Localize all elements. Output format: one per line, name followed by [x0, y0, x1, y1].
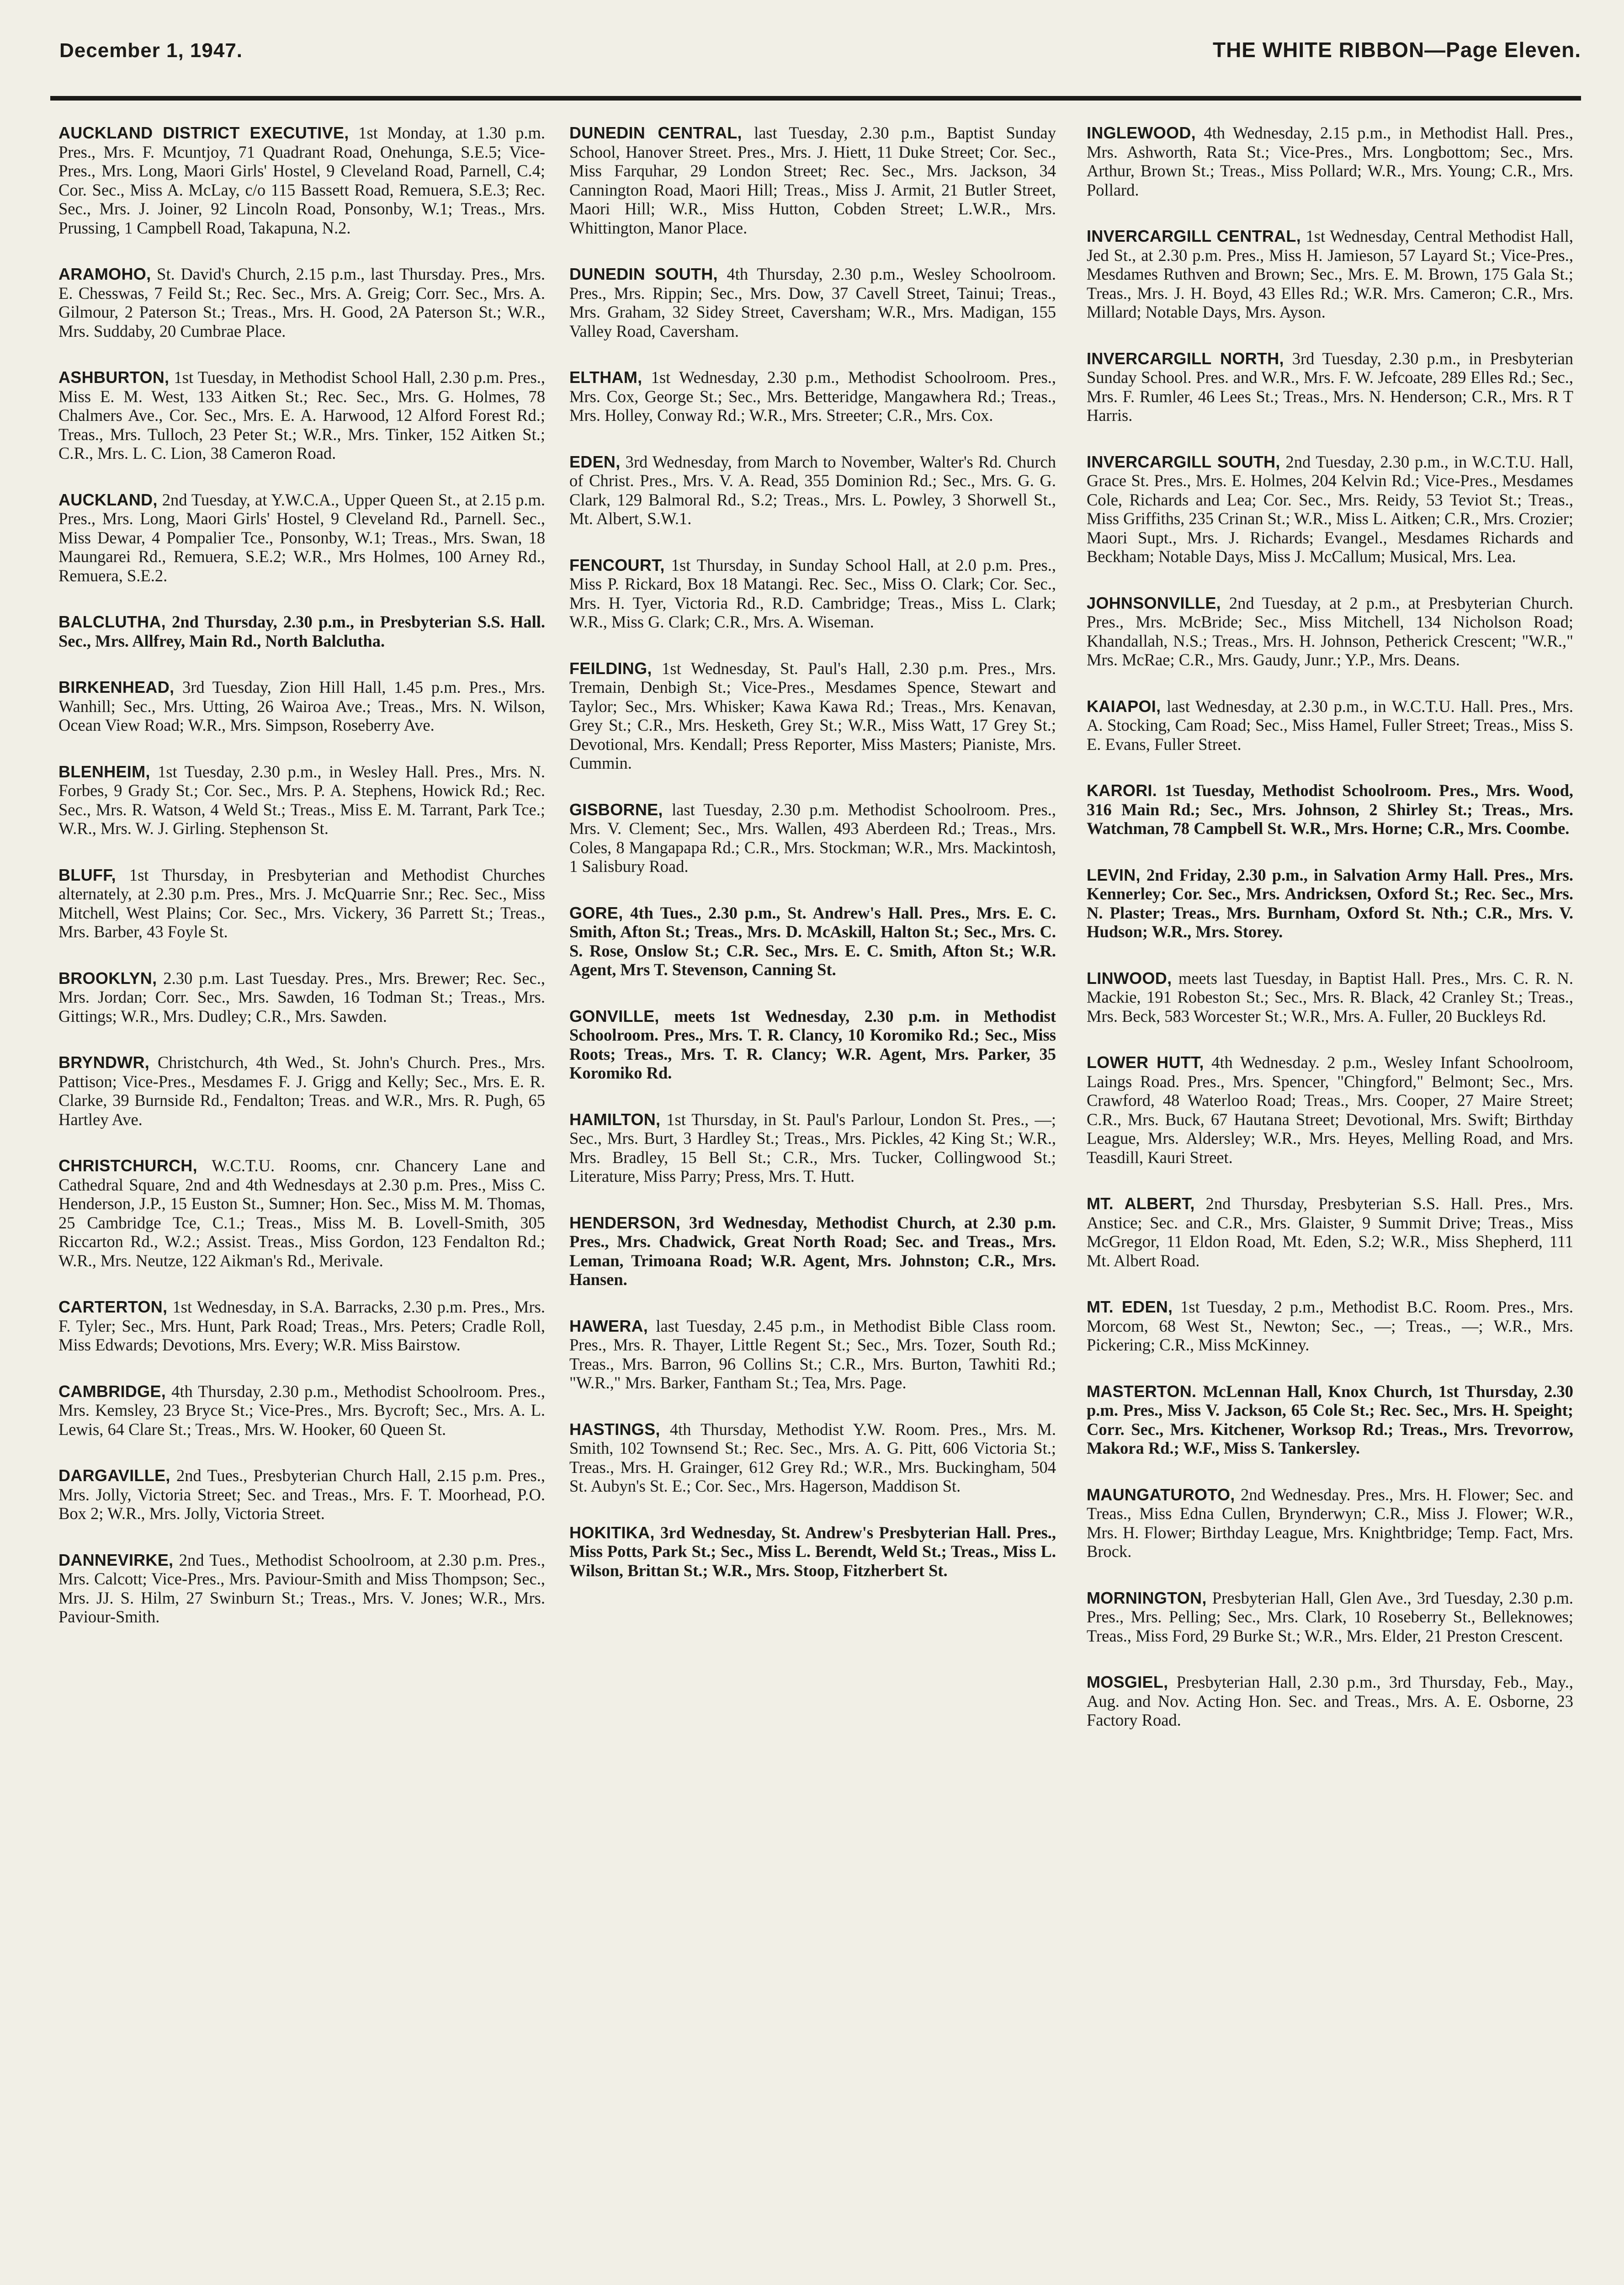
branch-name: CHRISTCHURCH,	[58, 1156, 197, 1175]
branch-entry	[58, 265, 545, 340]
branch-entry	[1087, 227, 1573, 322]
masthead-title: THE WHITE RIBBON—Page Eleven.	[1212, 38, 1581, 62]
branch-name: BROOKLYN,	[58, 968, 157, 988]
branch-details: last Tuesday, 2.45 p.m., in Methodist Bible Class room. Pres., Mrs. R. Thayer, Little Regent St.; Sec., Mrs. Tozer, South Rd.; Treas., Mrs. Barron, 96 Collins St.; C.R., Mrs. Burton, Tawhiti Rd.; "W.R.," Mrs. Barker, Fantham St.; Tea, Mrs. Page.	[569, 1316, 1056, 1392]
branch-details: 1st Thursday, in Sunday School Hall, at 2.0 p.m. Pres., Miss P. Rickard, Box 18 Matangi. Rec. Sec., Miss O. Clark; Cor. Sec., Mrs. H. Tyer, Victoria Rd., R.D. Cambridge; Treas., Miss L. Clark; W.R., Miss G. Clark; C.R., Mrs. A. Wiseman.	[569, 555, 1056, 631]
branch-name: BALCLUTHA,	[58, 612, 166, 631]
branch-details: Christchurch, 4th Wed., St. John's Church. Pres., Mrs. Pattison; Vice-Pres., Mesdames F. J. Grigg and Kelly; Sec., Mrs. E. R. Clarke, 39 Burnside Rd., Fendalton; Treas. and W.R., Mrs. R. Pugh, 65 Hartley Ave.	[58, 1053, 545, 1129]
branch-entry	[569, 903, 1056, 979]
branch-name: BLENHEIM,	[58, 762, 150, 781]
branch-entry	[58, 612, 545, 650]
branch-entry	[58, 368, 545, 463]
branch-name: ASHBURTON,	[58, 368, 170, 387]
branch-name: ELTHAM,	[569, 368, 642, 387]
branch-name: HASTINGS,	[569, 1419, 660, 1439]
branch-details: last Tuesday, 2.30 p.m., Baptist Sunday School, Hanover Street. Pres., Mrs. J. Hiett, 11 Duke Street; Cor. Sec., Miss Farquhar, 29 London Street; Rec. Sec., Mrs. Jackson, 34 Cannington Road, Maori Hill; Treas., Miss J. Armit, 21 Butler Street, Maori Hill; W.R., Miss Hutton, Cobden Street; L.W.R., Mrs. Whittington, Manor Place.	[569, 123, 1056, 237]
branch-details: 1st Thursday, in Presbyterian and Methodist Churches alternately, at 2.30 p.m. Pres., Mrs. J. McQuarrie Snr.; Rec. Sec., Miss Mitchell, West Plains; Cor. Sec., Mrs. Vickery, 36 Parrett St.; Treas., Mrs. Barber, 43 Foyle St.	[58, 865, 545, 941]
branch-name: EDEN,	[569, 452, 621, 471]
branch-details: 4th Tues., 2.30 p.m., St. Andrew's Hall. Pres., Mrs. E. C. Smith, Afton St.; Treas., Mrs. D. McAskill, Halton St.; Sec., Mrs. C. S. Rose, Onslow St.; C.R. Sec., Mrs. E. C. Smith, Afton St.; W.R. Agent, Mrs T. Stevenson, Canning St.	[569, 903, 1056, 979]
branch-name: LEVIN,	[1087, 865, 1141, 884]
branch-name: KARORI.	[1087, 781, 1157, 800]
branch-name: DUNEDIN SOUTH,	[569, 265, 718, 283]
branch-name: KAIAPOI,	[1087, 696, 1161, 716]
branch-details: last Tuesday, 2.30 p.m. Methodist Schoolroom. Pres., Mrs. V. Clement; Sec., Mrs. Wallen, 493 Aberdeen Rd.; Treas., Mrs. Coles, 8 Mangapapa Rd.; C.R., Mrs. Stockman; W.R., Mrs. Mackintosh, 1 Salisbury Road.	[569, 800, 1056, 876]
branch-name: MT. ALBERT,	[1087, 1194, 1195, 1213]
branch-entry	[569, 1523, 1056, 1580]
branch-name: MAUNGATUROTO,	[1087, 1485, 1235, 1504]
branch-name: CAMBRIDGE,	[58, 1382, 166, 1401]
column-1	[58, 123, 545, 2285]
branch-name: GONVILLE,	[569, 1006, 659, 1026]
branch-entry	[1087, 594, 1573, 670]
branch-details: 1st Wednesday, 2.30 p.m., Methodist Schoolroom. Pres., Mrs. Cox, George St.; Sec., Mrs. Betteridge, Mangawhera Rd.; Treas., Mrs. Holley, Conway Rd.; W.R., Mrs. Streeter; C.R., Mrs. Cox.	[569, 368, 1056, 425]
branch-details: 3rd Wednesday, St. Andrew's Presbyterian Hall. Pres., Miss Potts, Park St.; Sec., Miss L. Berendt, Weld St.; Treas., Miss L. Wilson, Brittan St.; W.R., Mrs. Stoop, Fitzherbert St.	[569, 1523, 1056, 1580]
branch-details: 4th Thursday, 2.30 p.m., Wesley Schoolroom. Pres., Mrs. Rippin; Sec., Mrs. Dow, 37 Cavell Street, Tainui; Treas., Mrs. Graham, 32 Sidey Street, Caversham; W.R., Mrs. Madigan, 155 Valley Road, Caversham.	[569, 265, 1056, 340]
branch-details: meets 1st Wednesday, 2.30 p.m. in Methodist Schoolroom. Pres., Mrs. T. R. Clancy, 10 Koromiko Rd.; Sec., Miss Roots; Treas., Mrs. T. R. Clancy; W.R. Agent, Mrs. Parker, 35 Koromiko Rd.	[569, 1006, 1056, 1082]
branch-details: 1st Wednesday, St. Paul's Hall, 2.30 p.m. Pres., Mrs. Tremain, Denbigh St.; Vice-Pres., Mesdames Spence, Stewart and Taylor; Sec., Mrs. Whisker; Kawa Kawa Rd.; Treas., Mrs. Kenavan, Grey St.; C.R., Mrs. Hesketh, Grey St.; W.R., Miss Watt, 17 Grey St.; Devotional, Mrs. Kendall; Press Reporter, Miss Masters; Pianiste, Mrs. Cummin.	[569, 659, 1056, 772]
page-header	[59, 36, 1581, 72]
branch-entry	[58, 1382, 545, 1439]
branch-entry	[58, 123, 545, 237]
column-3	[1087, 123, 1573, 2285]
branch-name: DANNEVIRKE,	[58, 1550, 174, 1569]
branch-entry	[1087, 452, 1573, 566]
branch-entry	[58, 1053, 545, 1129]
branch-name: BRYNDWR,	[58, 1053, 150, 1072]
branch-details: 2nd Tues., Methodist Schoolroom, at 2.30 p.m. Pres., Mrs. Calcott; Vice-Pres., Mrs. Paviour-Smith and Miss Thompson; Sec., Mrs. JJ. S. Hilm, 27 Swinburn St.; Treas., Mrs. V. Jones; W.R., Mrs. Paviour-Smith.	[58, 1550, 545, 1626]
branch-details: 2nd Tues., Presbyterian Church Hall, 2.15 p.m. Pres., Mrs. Jolly, Victoria Street; Sec. and Treas., Mrs. F. T. Moorhead, P.O. Box 2; W.R., Mrs. Jolly, Victoria Street.	[58, 1466, 545, 1523]
branch-entry	[1087, 781, 1573, 838]
branch-name: MOSGIEL,	[1087, 1673, 1168, 1691]
branch-details: 2nd Tuesday, at 2 p.m., at Presbyterian Church. Pres., Mrs. McBride; Sec., Miss Mitchell, 134 Nicholson Road; Khandallah, N.S.; Treas., Mrs. H. Johnson, Petherick Crescent; "W.R.," Mrs. McRae; C.R., Mrs. Gaudy, Junr.; Y.P., Mrs. Deans.	[1087, 593, 1573, 669]
branch-entry	[569, 265, 1056, 340]
branch-name: AUCKLAND,	[58, 490, 158, 509]
branch-name: GORE,	[569, 903, 623, 922]
branch-entry	[58, 490, 545, 585]
branch-details: 2nd Thursday, Presbyterian S.S. Hall. Pres., Mrs. Anstice; Sec. and C.R., Mrs. Glaister, 9 Summit Drive; Treas., Miss McGregor, 11 Eldon Road, Mt. Eden, S.2; W.R., Miss Shepherd, 111 Mt. Albert Road.	[1087, 1194, 1573, 1270]
branch-entry	[1087, 349, 1573, 425]
branch-name: DUNEDIN CENTRAL,	[569, 123, 742, 142]
branch-entry	[569, 1317, 1056, 1392]
branch-details: 1st Monday, at 1.30 p.m. Pres., Mrs. F. Mcuntjoy, 71 Quadrant Road, Onehunga, S.E.5; Vice-Pres., Mrs. Long, Maori Girls' Hostel, 9 Cleveland Road, Parnell, C.4; Cor. Sec., Miss A. McLay, c/o 115 Bassett Road, Remuera, S.E.3; Rec. Sec., Mrs. J. Joiner, 92 Lincoln Road, Ponsonby, W.1; Treas., Mrs. Prussing, 1 Campbell Road, Takapuna, N.2.	[58, 123, 545, 237]
branch-name: LOWER HUTT,	[1087, 1053, 1204, 1072]
branch-entry	[58, 969, 545, 1026]
branch-entry	[1087, 969, 1573, 1026]
column-2	[569, 123, 1056, 2285]
branch-details: 2.30 p.m. Last Tuesday. Pres., Mrs. Brewer; Rec. Sec., Mrs. Jordan; Corr. Sec., Mrs. Sawden, 16 Todman St.; Treas., Mrs. Gittings; W.R., Mrs. Dudley; C.R., Mrs. Sawden.	[58, 968, 545, 1026]
branch-entry	[569, 1420, 1056, 1496]
branch-details: 3rd Wednesday, Methodist Church, at 2.30 p.m. Pres., Mrs. Chadwick, Great North Road; Sec. and Treas., Mrs. Leman, Trimoana Road; W.R. Agent, Mrs. Johnston; C.R., Mrs. Hansen.	[569, 1213, 1056, 1289]
branch-entry	[569, 1007, 1056, 1083]
branch-details: last Wednesday, at 2.30 p.m., in W.C.T.U. Hall. Pres., Mrs. A. Stocking, Cam Road; Sec., Miss Hamel, Fuller Street; Treas., Miss S. E. Evans, Fuller Street.	[1087, 696, 1573, 754]
branch-entry	[58, 678, 545, 735]
branch-details: 2nd Tuesday, at Y.W.C.A., Upper Queen St., at 2.15 p.m. Pres., Mrs. Long, Maori Girls' Hostel, 9 Cleveland Rd., Parnell. Sec., Miss Dewar, 4 Pompalier Tce., Ponsonby, W.1; Treas., Mrs. Swan, 18 Maungarei Rd., Remuera, S.E.2; W.R., Mrs Holmes, 100 Arney Rd., Remuera, S.E.2.	[58, 490, 545, 585]
branch-entry	[1087, 1382, 1573, 1458]
branch-details: 3rd Tuesday, 2.30 p.m., in Presbyterian Sunday School. Pres. and W.R., Mrs. F. W. Jefcoate, 289 Elles Rd.; Sec., Mrs. F. Rumler, 46 Lees St.; Treas., Mrs. N. Henderson; C.R., Mrs. R T Harris.	[1087, 349, 1573, 425]
branch-details: 1st Tuesday, Methodist Schoolroom. Pres., Mrs. Wood, 316 Main Rd.; Sec., Mrs. Johnson, 2 Shirley St.; Treas., Mrs. Watchman, 78 Campbell St. W.R., Mrs. Horne; C.R., Mrs. Coombe.	[1087, 781, 1573, 838]
branch-entry	[1087, 1673, 1573, 1730]
branch-details: Presbyterian Hall, 2.30 p.m., 3rd Thursday, Feb., May., Aug. and Nov. Acting Hon. Sec. and Treas., Mrs. A. E. Osborne, 23 Factory Road.	[1087, 1673, 1573, 1729]
branch-details: Presbyterian Hall, Glen Ave., 3rd Tuesday, 2.30 p.m. Pres., Mrs. Pelling; Sec., Mrs. Clark, 10 Roseberry St., Belleknowes; Treas., Miss Ford, 29 Burke St.; W.R., Mrs. Elder, 21 Preston Crescent.	[1087, 1588, 1573, 1645]
header-rule	[50, 96, 1581, 101]
branch-entry	[569, 1213, 1056, 1289]
branch-entry	[1087, 1053, 1573, 1167]
branch-entry	[58, 1297, 545, 1355]
branch-name: FEILDING,	[569, 659, 652, 678]
branch-details: 1st Tuesday, in Methodist School Hall, 2.30 p.m. Pres., Miss E. M. West, 133 Aitken St.; Rec. Sec., Mrs. G. Holmes, 78 Chalmers Ave., Cor. Sec., Mrs. E. A. Harwood, 12 Alford Forest Rd.; Treas., Mrs. Tulloch, 23 Peter St.; W.R., Mrs. Tinker, 152 Aitken St.; C.R., Mrs. L. C. Lion, 38 Cameron Road.	[58, 368, 545, 462]
branch-details: 1st Tuesday, 2 p.m., Methodist B.C. Room. Pres., Mrs. Morcom, 68 West St., Newton; Sec., —; Treas., —; W.R., Mrs. Pickering; C.R., Miss McKinney.	[1087, 1297, 1573, 1354]
branch-entry	[1087, 866, 1573, 941]
branch-name: BIRKENHEAD,	[58, 678, 175, 696]
branch-details: W.C.T.U. Rooms, cnr. Chancery Lane and Cathedral Square, 2nd and 4th Wednesdays at 2.30 p.m. Pres., Miss C. Henderson, J.P., 15 Euston St., Sumner; Hon. Sec., Miss M. M. Thomas, 25 Cambridge Tce, C.1.; Treas., Miss M. B. Lovell-Smith, 305 Riccarton Rd., W.2.; Assist. Treas., Miss Gordon, 123 Fendalton Rd.; W.R., Mrs. Neutze, 122 Aikman's Rd., Merivale.	[58, 1156, 545, 1270]
branch-details: 3rd Tuesday, Zion Hill Hall, 1.45 p.m. Pres., Mrs. Wanhill; Sec., Mrs. Utting, 26 Wairoa Ave.; Treas., Mrs. N. Wilson, Ocean View Road; W.R., Mrs. Simpson, Roseberry Ave.	[58, 678, 545, 734]
branch-entry	[569, 1110, 1056, 1186]
branch-entry	[1087, 1589, 1573, 1646]
branch-name: AUCKLAND DISTRICT EXECUTIVE,	[58, 123, 349, 142]
branch-entry	[569, 123, 1056, 237]
branch-details: 4th Wednesday. 2 p.m., Wesley Infant Schoolroom, Laings Road. Pres., Mrs. Spencer, "Chingford," Belmont; Sec., Mrs. Crawford, 48 Waterloo Road; Treas., Mrs. Cooper, 27 Maire Street; C.R., Mrs. Buck, 67 Hautana Street; Devotional, Mrs. Swift; Birthday League, Mrs. Aldersley; W.R., Mrs. Heyes, Melling Road, and Mrs. Teasdill, Kauri Street.	[1087, 1053, 1573, 1167]
branch-name: CARTERTON,	[58, 1297, 168, 1316]
branch-name: BLUFF,	[58, 865, 116, 884]
branch-name: MT. EDEN,	[1087, 1297, 1173, 1316]
branch-details: McLennan Hall, Knox Church, 1st Thursday, 2.30 p.m. Pres., Miss V. Jackson, 65 Cole St.; Rec. Sec., Mrs. H. Speight; Corr. Sec., Mrs. Kitchener, Worksop Rd.; Treas., Mrs. Trevorrow, Makora Rd.; W.F., Miss S. Tankersley.	[1087, 1382, 1573, 1457]
branch-name: INVERCARGILL NORTH,	[1087, 349, 1284, 368]
branch-details: meets last Tuesday, in Baptist Hall. Pres., Mrs. C. R. N. Mackie, 191 Robeston St.; Sec., Mrs. R. Black, 42 Cranley St.; Treas., Mrs. Beck, 583 Worcester St.; W.R., Mrs. A. Fuller, 20 Buckleys Rd.	[1087, 968, 1573, 1026]
branch-name: ARAMOHO,	[58, 265, 151, 283]
issue-date: December 1, 1947.	[59, 39, 243, 62]
branch-name: HOKITIKA,	[569, 1523, 655, 1542]
branch-name: INVERCARGILL SOUTH,	[1087, 452, 1280, 471]
branch-entry	[1087, 697, 1573, 754]
branch-name: HAMILTON,	[569, 1110, 661, 1129]
branch-details: 1st Tuesday, 2.30 p.m., in Wesley Hall. Pres., Mrs. N. Forbes, 9 Grady St.; Cor. Sec., Mrs. P. A. Stephens, Howick Rd.; Rec. Sec., Mrs. R. Watson, 4 Weld St.; Treas., Miss E. M. Tarrant, Park Tce.; W.R., Mrs. W. J. Girling. Stephenson St.	[58, 762, 545, 838]
branch-details: St. David's Church, 2.15 p.m., last Thursday. Pres., Mrs. E. Chesswas, 7 Feild St.; Rec. Sec., Mrs. A. Greig; Corr. Sec., Mrs. A. Gilmour, 2 Paterson St.; Treas., Mrs. H. Good, 2A Paterson St.; W.R., Mrs. Suddaby, 20 Cumbrae Place.	[58, 265, 545, 340]
branch-details: 4th Wednesday, 2.15 p.m., in Methodist Hall. Pres., Mrs. Ashworth, Rata St.; Vice-Pres., Mrs. Longbottom; Sec., Mrs. Arthur, Brown St.; Treas., Miss Pollard; W.R., Mrs. Young; C.R., Mrs. Pollard.	[1087, 123, 1573, 199]
branch-name: DARGAVILLE,	[58, 1466, 170, 1485]
branch-details: 2nd Wednesday. Pres., Mrs. H. Flower; Sec. and Treas., Miss Edna Cullen, Brynderwyn; C.R., Miss J. Flower; W.R., Mrs. H. Flower; Birthday League, Mrs. Knightbridge; Temp. Fact, Mrs. Brock.	[1087, 1485, 1573, 1561]
branch-name: INVERCARGILL CENTRAL,	[1087, 227, 1301, 245]
branch-entry	[58, 866, 545, 941]
branch-entry	[569, 368, 1056, 425]
branch-details: 2nd Thursday, 2.30 p.m., in Presbyterian S.S. Hall. Sec., Mrs. Allfrey, Main Rd., North Balclutha.	[58, 612, 545, 650]
branch-name: HAWERA,	[569, 1316, 648, 1335]
branch-entry	[58, 1156, 545, 1270]
branch-details: 1st Wednesday, Central Methodist Hall, Jed St., at 2.30 p.m. Pres., Miss H. Jamieson, 57 Layard St.; Vice-Pres., Mesdames Ruthven and Brown; Sec., Mrs. E. M. Brown, 175 Gala St.; Treas., Mrs. J. H. Boyd, 43 Elles Rd.; W.R. Mrs. Cameron; C.R., Mrs. Millard; Notable Days, Mrs. Ayson.	[1087, 227, 1573, 321]
branch-details: 2nd Friday, 2.30 p.m., in Salvation Army Hall. Pres., Mrs. Kennerley; Cor. Sec., Mrs. Andricksen, Oxford St.; Rec. Sec., Mrs. N. Plaster; Treas., Mrs. Burnham, Oxford St. Nth.; C.R., Mrs. V. Hudson; W.R., Mrs. Storey.	[1087, 865, 1573, 941]
branch-name: FENCOURT,	[569, 555, 665, 574]
branch-details: 2nd Tuesday, 2.30 p.m., in W.C.T.U. Hall, Grace St. Pres., Mrs. E. Holmes, 204 Kelvin Rd.; Vice-Pres., Mesdames Cole, Richards and Lea; Cor. Sec., Mrs. Reidy, 53 Teviot St.; Treas., Miss Griffiths, 235 Crinan St.; W.R., Miss L. Aitken; C.R., Mrs. Crozier; Maori Supt., Mrs. J. Richards; Evangel., Mesdames Richards and Beckham; Notable Days, Miss J. McCallum; Musical, Mrs. Lea.	[1087, 452, 1573, 566]
branch-name: GISBORNE,	[569, 800, 663, 819]
branch-details: 1st Thursday, in St. Paul's Parlour, London St. Pres., —; Sec., Mrs. Burt, 3 Hardley St.; Treas., Mrs. Pickles, 42 King St.; W.R., Mrs. Bradley, 15 Bell St.; C.R., Mrs. Tucker, Collingwood St.; Literature, Miss Parry; Press, Mrs. T. Hutt.	[569, 1110, 1056, 1185]
branch-entry	[1087, 123, 1573, 199]
branch-entry	[1087, 1194, 1573, 1270]
branch-entry	[1087, 1485, 1573, 1561]
branch-details: 3rd Wednesday, from March to November, Walter's Rd. Church of Christ. Pres., Mrs. V. A. Read, 355 Dominion Rd.; Sec., Mrs. G. G. Clark, 129 Balmoral Rd., S.2; Treas., Mrs. L. Powley, 3 Shorwell St., Mt. Albert, S.W.1.	[569, 452, 1056, 528]
branch-details: 4th Thursday, 2.30 p.m., Methodist Schoolroom. Pres., Mrs. Kemsley, 23 Bryce St.; Vice-Pres., Mrs. Bycroft; Sec., Mrs. A. L. Lewis, 64 Clare St.; Treas., Mrs. W. Hooker, 60 Queen St.	[58, 1382, 545, 1439]
branch-name: JOHNSONVILLE,	[1087, 593, 1221, 612]
branch-entry	[569, 659, 1056, 773]
branch-details: 1st Wednesday, in S.A. Barracks, 2.30 p.m. Pres., Mrs. F. Tyler; Sec., Mrs. Hunt, Park Road; Treas., Mrs. Peters; Cradle Roll, Miss Edwards; Devotions, Mrs. Every; W.R. Miss Bairstow.	[58, 1297, 545, 1354]
branch-entry	[569, 556, 1056, 632]
branch-name: MORNINGTON,	[1087, 1588, 1207, 1607]
branch-entry	[58, 762, 545, 838]
branch-name: LINWOOD,	[1087, 968, 1172, 988]
branch-name: MASTERTON.	[1087, 1382, 1197, 1401]
branch-name: INGLEWOOD,	[1087, 123, 1196, 142]
branch-entry	[58, 1466, 545, 1523]
branch-entry	[1087, 1297, 1573, 1355]
branch-details: 4th Thursday, Methodist Y.W. Room. Pres., Mrs. M. Smith, 102 Townsend St.; Rec. Sec., Mrs. A. G. Pitt, 606 Victoria St.; Treas., Mrs. H. Grainger, 612 Grey Rd.; W.R., Mrs. Buckingham, 504 St. Aubyn's St. E.; Cor. Sec., Mrs. Hagerson, Maddison St.	[569, 1419, 1056, 1495]
branch-name: HENDERSON,	[569, 1213, 681, 1232]
branch-entry	[569, 800, 1056, 876]
branch-entry	[58, 1551, 545, 1626]
branch-entry	[569, 452, 1056, 528]
